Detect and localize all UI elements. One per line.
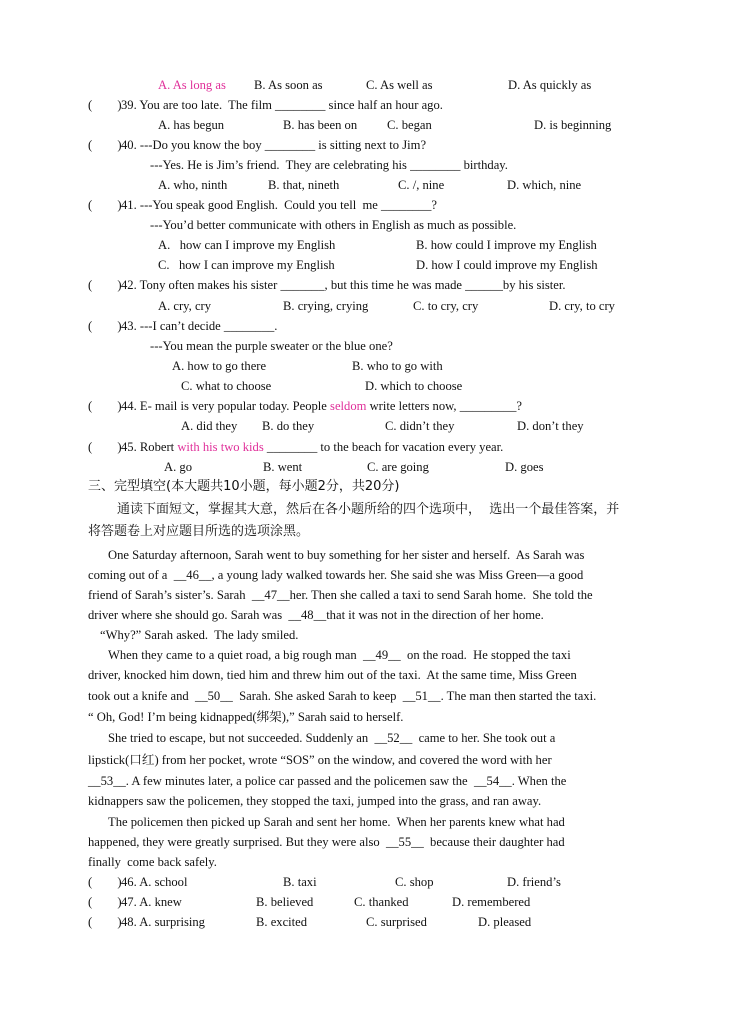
q42-stem: 42. Tony often makes his sister _______, but this time he was made ______by his sister. [121, 278, 566, 292]
passage-text: that it was not in the direction of her home. [326, 608, 544, 622]
q43-option-a: A. how to go there [172, 359, 267, 373]
passage-text: took out a knife and [88, 689, 196, 703]
blank-52: __52__ [374, 731, 413, 745]
q46-answer-paren: ( ) [88, 875, 122, 889]
blank-55: __55__ [385, 835, 424, 849]
blank-53: __53__ [88, 774, 126, 788]
blank-46: __46__ [173, 568, 212, 582]
q38-option-a: A. As long as [158, 78, 226, 92]
blank-50: __50__ [195, 689, 233, 703]
q45-option-c: C. are going [367, 460, 429, 474]
passage-text: happened, they were greatly surprised. But they were also [88, 835, 386, 849]
passage-text: , a young lady walked towards her. She said she was Miss Green—a good [211, 568, 584, 582]
passage-line [88, 607, 544, 623]
q42-option-a: A. cry, cry [158, 299, 212, 313]
q45-stem [121, 439, 503, 455]
passage-line [88, 587, 593, 603]
passage-text: When they came to a quiet road, a big rough man [108, 648, 363, 662]
q41-option-b: B. how could I improve my English [416, 238, 597, 252]
q41-option-c: C. how I can improve my English [158, 258, 335, 272]
q45-answer-paren: ( ) [88, 440, 122, 454]
q45-stem-pre: 45. Robert [121, 440, 178, 454]
passage-text: driver where she should go. Sarah was [88, 608, 289, 622]
q41-option-d: D. how I could improve my English [416, 258, 598, 272]
q41-option-a: A. how can I improve my English [158, 238, 336, 252]
q44-stem-pre: 44. E- mail is very popular today. People [121, 399, 331, 413]
passage-line: driver, knocked him down, tied him and threw him out of the taxi. At the same time, Miss Green [88, 668, 577, 682]
q40-option-c: C. /, nine [398, 178, 445, 192]
q43-option-c: C. what to choose [181, 379, 272, 393]
q43-stem: 43. ---I can’t decide ________. [121, 319, 278, 333]
q47-option-c: C. thanked [354, 895, 409, 909]
passage-line: One Saturday afternoon, Sarah went to buy something for her sister and herself. As Sarah was [108, 548, 585, 562]
q38-option-d: D. As quickly as [508, 78, 592, 92]
passage-line: finally come back safely. [88, 855, 217, 869]
q45-option-a: A. go [164, 460, 192, 474]
q44-stem-post: write letters now, _________? [366, 399, 522, 413]
q47-option-a: 47. A. knew [121, 895, 182, 909]
blank-51: __51__ [402, 689, 441, 703]
passage-line: kidnappers saw the policemen, they stopped the taxi, jumped into the grass, and ran away. [88, 794, 542, 808]
q40-stem-reply: ---Yes. He is Jim’s friend. They are celebrating his ________ birthday. [150, 158, 508, 172]
q43-option-b: B. who to go with [352, 359, 443, 373]
passage-line: The policemen then picked up Sarah and sent her home. When her parents knew what had [108, 815, 565, 829]
passage-text: came to her. She took out a [412, 731, 556, 745]
q41-stem-reply: ---You’d better communicate with others in English as much as possible. [150, 218, 517, 232]
q44-answer-paren: ( ) [88, 399, 122, 413]
q48-option-b: B. excited [256, 915, 308, 929]
q47-option-b: B. believed [256, 895, 314, 909]
q42-option-c: C. to cry, cry [413, 299, 479, 313]
passage-line [88, 773, 566, 789]
q39-option-d: D. is beginning [534, 118, 612, 132]
passage-text: . When the [511, 774, 567, 788]
q39-option-a: A. has begun [158, 118, 225, 132]
q39-answer-paren: ( ) [88, 98, 122, 112]
q42-option-d: D. cry, to cry [549, 299, 615, 313]
q40-option-d: D. which, nine [507, 178, 582, 192]
passage-line: “Why?” Sarah asked. The lady smiled. [100, 628, 299, 642]
section-instructions-line1: 通读下面短文，掌握其大意，然后在各小题所给的四个选项中， 选出一个最佳答案，并 [117, 502, 620, 517]
passage-text: coming out of a [88, 568, 174, 582]
q46-option-c: C. shop [395, 875, 434, 889]
passage-text: Sarah. She asked Sarah to keep [232, 689, 403, 703]
q44-option-a: A. did they [181, 419, 238, 433]
blank-48: __48__ [288, 608, 327, 622]
passage-line [108, 647, 571, 663]
q42-option-b: B. crying, crying [283, 299, 369, 313]
q46-option-b: B. taxi [283, 875, 317, 889]
q48-option-d: D. pleased [478, 915, 532, 929]
passage-text: her. Then she called a taxi to send Sarah home. She told the [289, 588, 593, 602]
passage-line [88, 567, 583, 583]
q45-option-d: D. goes [505, 460, 544, 474]
q40-stem: 40. ---Do you know the boy ________ is sitting next to Jim? [121, 138, 427, 152]
passage-line [88, 834, 565, 850]
passage-text: because their daughter had [423, 835, 565, 849]
q44-option-c: C. didn’t they [385, 419, 455, 433]
passage-text: She tried to escape, but not succeeded. Suddenly an [108, 731, 375, 745]
blank-47: __47__ [251, 588, 290, 602]
passage-text: friend of Sarah’s sister’s. Sarah [88, 588, 252, 602]
q48-option-a: 48. A. surprising [121, 915, 205, 929]
q48-option-c: C. surprised [366, 915, 427, 929]
q40-option-b: B. that, nineth [268, 178, 340, 192]
passage-text: on the road. He stopped the taxi [400, 648, 571, 662]
q46-option-a: 46. A. school [121, 875, 188, 889]
q44-stem-highlight: seldom [330, 399, 367, 413]
passage-line [88, 688, 596, 704]
q47-option-d: D. remembered [452, 895, 531, 909]
passage-text: . A few minutes later, a police car passed and the policemen saw the [125, 774, 474, 788]
q38-option-b: B. As soon as [254, 78, 323, 92]
passage-line [108, 730, 555, 746]
q43-answer-paren: ( ) [88, 319, 122, 333]
passage-text: . The man then started the taxi. [440, 689, 597, 703]
q44-stem [121, 398, 522, 414]
q42-answer-paren: ( ) [88, 278, 122, 292]
q39-option-c: C. began [387, 118, 432, 132]
q40-answer-paren: ( ) [88, 138, 122, 152]
q39-option-b: B. has been on [283, 118, 358, 132]
q41-answer-paren: ( ) [88, 198, 122, 212]
q46-option-d: D. friend’s [507, 875, 561, 889]
q48-answer-paren: ( ) [88, 915, 122, 929]
blank-49: __49__ [362, 648, 401, 662]
passage-line: lipstick(口红) from her pocket, wrote “SOS” on the window, and covered the word with her [88, 753, 552, 767]
section-instructions-line2: 将答题卷上对应题目所选的选项涂黑。 [88, 524, 310, 539]
passage-line: “ Oh, God! I’m being kidnapped(绑架),” Sarah said to herself. [88, 710, 404, 724]
q45-option-b: B. went [263, 460, 303, 474]
q44-option-b: B. do they [262, 419, 315, 433]
q43-option-d: D. which to choose [365, 379, 463, 393]
q39-stem: 39. You are too late. The film ________ since half an hour ago. [121, 98, 443, 112]
q38-option-c: C. As well as [366, 78, 433, 92]
q44-option-d: D. don’t they [517, 419, 584, 433]
q45-stem-highlight: with his two kids [177, 440, 264, 454]
blank-54: __54__ [473, 774, 512, 788]
q43-stem-reply: ---You mean the purple sweater or the blue one? [150, 339, 393, 353]
section-heading: 三、完型填空(本大题共10小题，每小题2分，共20分) [88, 479, 400, 494]
q41-stem: 41. ---You speak good English. Could you tell me ________? [121, 198, 437, 212]
q40-option-a: A. who, ninth [158, 178, 228, 192]
q45-stem-post: ________ to the beach for vacation every year. [263, 440, 504, 454]
q47-answer-paren: ( ) [88, 895, 122, 909]
